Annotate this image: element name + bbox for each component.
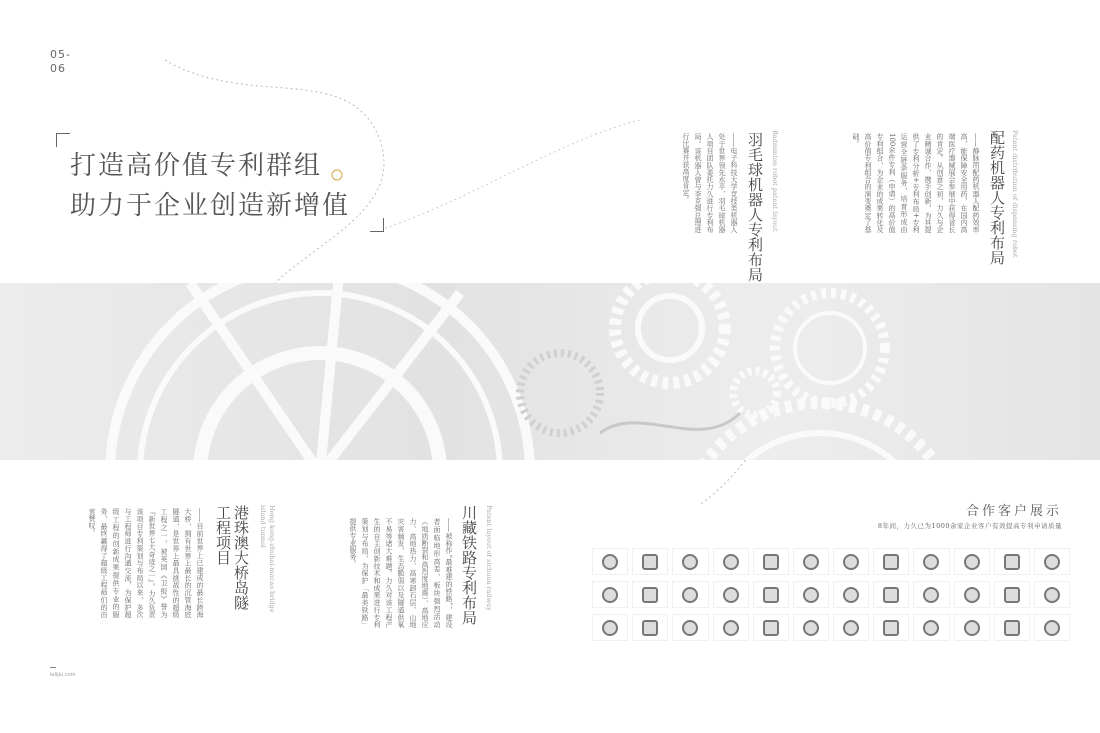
footer-site: lelijiu.com [50, 672, 76, 678]
dispensing-body: ——静脉用配药机器人配药效率高，能保障安全用药，在国内高端医疗器械展会参展中获得省长的肯定。从创意之初，力久与企业精诚合作，携手创新，为其提供了专利分析+专利布局+专利运营全链条服务，培育形成由100余件专利（申请）的高价值专利组合，为企业的成果转化及高价值专利组合的演变奠定了基础。 [852, 133, 980, 233]
logo-emblem-icon [883, 620, 899, 636]
partner-logo [713, 548, 749, 575]
partner-logo [1034, 548, 1070, 575]
partner-logo [994, 581, 1030, 608]
headline [70, 146, 350, 226]
partner-logo [913, 581, 949, 608]
badminton-title: 羽毛球机器人专利布局 [746, 132, 764, 282]
logo-emblem-icon [763, 554, 779, 570]
logo-emblem-icon [682, 620, 698, 636]
logo-emblem-icon [682, 587, 698, 603]
partner-logo [873, 548, 909, 575]
hzmb-english: Hong kong-zhuhai-macao bridge island tunnel [259, 505, 276, 613]
partner-logo [632, 614, 668, 641]
badminton-english: Badminton robot patent layout [771, 130, 779, 232]
logo-emblem-icon [1044, 554, 1060, 570]
partner-logo [753, 548, 789, 575]
logo-emblem-icon [883, 587, 899, 603]
logo-emblem-icon [682, 554, 698, 570]
logo-emblem-icon [763, 620, 779, 636]
partner-logo [753, 581, 789, 608]
logo-emblem-icon [803, 587, 819, 603]
logo-emblem-icon [843, 587, 859, 603]
logo-emblem-icon [923, 554, 939, 570]
hzmb-body: ——目前世界上已建成的最长跨海大桥，拥有世界上最长的沉管海底隧道，是世界上最具挑战性的超级工程之一，被英国《卫报》誉为『新世界七大奇迹之一』。力久负责该项目专利策划与布局以来，多次与工程师进行沟通交流，为保护超级工程的创新成果提供专业的服务，最终赢得了超级工程师们的由衷赞叹。 [88, 508, 204, 618]
bracket-close [370, 218, 384, 232]
partner-logo [632, 581, 668, 608]
logo-emblem-icon [923, 620, 939, 636]
logo-emblem-icon [803, 554, 819, 570]
partner-logo [994, 548, 1030, 575]
logo-emblem-icon [1004, 554, 1020, 570]
page-number-line1: 05- [50, 48, 71, 61]
partner-logo [793, 581, 829, 608]
partner-logo [793, 548, 829, 575]
logo-emblem-icon [602, 587, 618, 603]
partner-logo [672, 581, 708, 608]
partner-logo [954, 581, 990, 608]
partner-logo [1034, 614, 1070, 641]
logo-emblem-icon [1004, 620, 1020, 636]
dispensing-title: 配药机器人专利布局 [988, 130, 1006, 265]
bracket-open [56, 133, 70, 147]
logo-emblem-icon [843, 620, 859, 636]
gears-image [0, 283, 1100, 460]
logo-emblem-icon [803, 620, 819, 636]
logo-emblem-icon [1044, 587, 1060, 603]
footer-divider [50, 667, 56, 668]
partners-subtitle: 8年间，力久已为1000余家企业客户有效提高专利申请质量 [877, 522, 1062, 530]
badminton-body: ——电子科技大学竞技类机器人处于世界领先水平，羽毛球机器人项目团队委托力久进行专利布局。该机器人曾与李克强总理进行比赛并获高度肯定。 [682, 133, 738, 233]
partner-logo-grid [592, 548, 1070, 641]
partner-logo [833, 614, 869, 641]
logo-emblem-icon [723, 587, 739, 603]
logo-emblem-icon [723, 620, 739, 636]
partner-logo [954, 614, 990, 641]
partner-logo [713, 581, 749, 608]
partner-logo [592, 548, 628, 575]
logo-emblem-icon [602, 554, 618, 570]
partner-logo [873, 581, 909, 608]
hzmb-title: 港珠澳大桥岛隧工程项目 [214, 505, 250, 610]
page-number-line2: 06 [50, 62, 66, 75]
logo-emblem-icon [964, 554, 980, 570]
partner-logo [913, 548, 949, 575]
logo-emblem-icon [923, 587, 939, 603]
partner-logo [833, 581, 869, 608]
logo-emblem-icon [964, 620, 980, 636]
logo-emblem-icon [1004, 587, 1020, 603]
logo-emblem-icon [883, 554, 899, 570]
logo-emblem-icon [642, 554, 658, 570]
sichuan-english: Patent layout of sichuan railway [485, 505, 493, 611]
partner-logo [672, 614, 708, 641]
partner-logo [994, 614, 1030, 641]
partner-logo [592, 614, 628, 641]
partner-logo [913, 614, 949, 641]
sichuan-title: 川藏铁路专利布局 [460, 505, 478, 625]
partner-logo [833, 548, 869, 575]
partner-logo [873, 614, 909, 641]
logo-emblem-icon [723, 554, 739, 570]
partner-logo [753, 614, 789, 641]
logo-emblem-icon [964, 587, 980, 603]
dispensing-english: Patent distribution of dispensing robot [1011, 130, 1019, 258]
logo-emblem-icon [602, 620, 618, 636]
partner-logo [672, 548, 708, 575]
partner-logo [713, 614, 749, 641]
logo-emblem-icon [642, 587, 658, 603]
sichuan-body: ——被称作“最难建的铁路”，建设者面临地形高差、板块强烈活动（地质断裂和高烈度地震）、高地应力、高地热力、高寒卸石层、山地灾害频发、生态脆弱以及隧道供氧不易等诸大难题。力久对该工程产生的自主创新技术和成果进行专利策划与布局，为保护「最美铁路」提供专业服务。 [349, 518, 453, 628]
logo-emblem-icon [642, 620, 658, 636]
headline-line2: 助力于企业创造新增值 [70, 191, 351, 221]
logo-emblem-icon [843, 554, 859, 570]
partner-logo [632, 548, 668, 575]
partners-title: 合作客户展示 [965, 504, 1062, 519]
partner-logo [793, 614, 829, 641]
page-number [50, 48, 71, 76]
headline-line1: 打造高价值专利群组 [70, 151, 323, 181]
gears-illustration [0, 283, 1100, 460]
partner-logo [1034, 581, 1070, 608]
partner-logo [954, 548, 990, 575]
partner-logo [592, 581, 628, 608]
logo-emblem-icon [763, 587, 779, 603]
logo-emblem-icon [1044, 620, 1060, 636]
